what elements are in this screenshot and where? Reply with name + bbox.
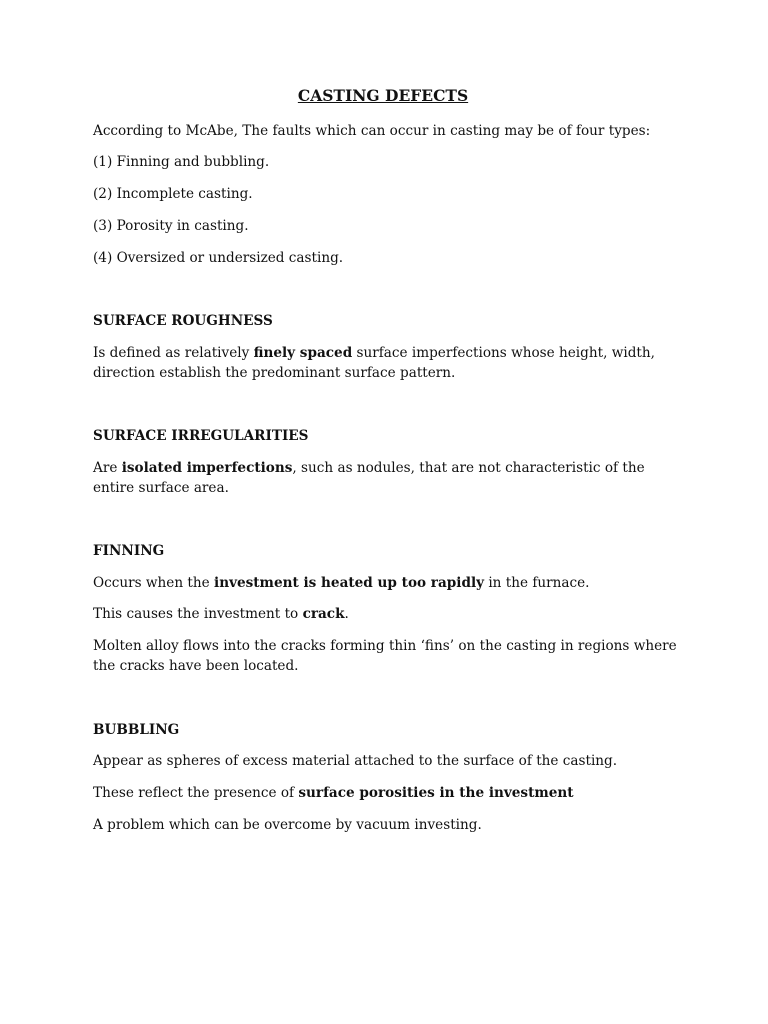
bubbling-paragraph-1: Appear as spheres of excess material attached to the surface of the casting.: [93, 753, 618, 769]
list-item: (4) Oversized or undersized casting.: [93, 250, 344, 266]
bubbling-paragraph-2: [93, 784, 574, 804]
text-run: Is defined as relatively: [93, 345, 254, 361]
section-heading-bubbling: BUBBLING: [93, 722, 180, 738]
intro-text: According to McAbe, The faults which can occur in casting may be of four types:: [93, 123, 651, 139]
text-run: , such as nodules, that are not characteristic of the entire surface area.: [93, 460, 645, 496]
section-heading-surface-irregularities: SURFACE IRREGULARITIES: [93, 428, 309, 444]
text-run: surface imperfections whose height, width, direction establish the predominant surface pattern.: [93, 345, 655, 381]
section-heading-surface-roughness: SURFACE ROUGHNESS: [93, 313, 273, 329]
bubbling-paragraph-3: A problem which can be overcome by vacuum investing.: [93, 817, 482, 833]
text-run: This causes the investment to: [93, 606, 303, 622]
section-heading-finning: FINNING: [93, 543, 165, 559]
text-run: Occurs when the: [93, 575, 215, 591]
emphasis-text: surface porosities in the investment: [298, 785, 574, 801]
finning-paragraph-3: Molten alloy flows into the cracks forming thin ‘fins’ on the casting in regions where the cracks have been located.: [93, 638, 677, 674]
list-item: (2) Incomplete casting.: [93, 186, 253, 202]
text-run: Are: [93, 460, 122, 476]
list-item: (1) Finning and bubbling.: [93, 154, 270, 170]
finning-paragraph-1: [93, 574, 589, 594]
emphasis-text: finely spaced: [253, 345, 353, 361]
text-run: in the furnace.: [484, 575, 590, 591]
finning-paragraph-2: [93, 605, 349, 625]
emphasis-text: isolated imperfections: [121, 460, 293, 476]
list-item: (3) Porosity in casting.: [93, 218, 249, 234]
emphasis-text: investment is heated up too rapidly: [214, 575, 485, 591]
emphasis-text: crack: [302, 606, 345, 622]
surface-roughness-paragraph: [93, 344, 683, 383]
text-run: .: [344, 606, 349, 622]
document-title: CASTING DEFECTS: [297, 86, 469, 105]
text-run: These reflect the presence of: [93, 785, 299, 801]
surface-irregularities-paragraph: [93, 459, 683, 498]
